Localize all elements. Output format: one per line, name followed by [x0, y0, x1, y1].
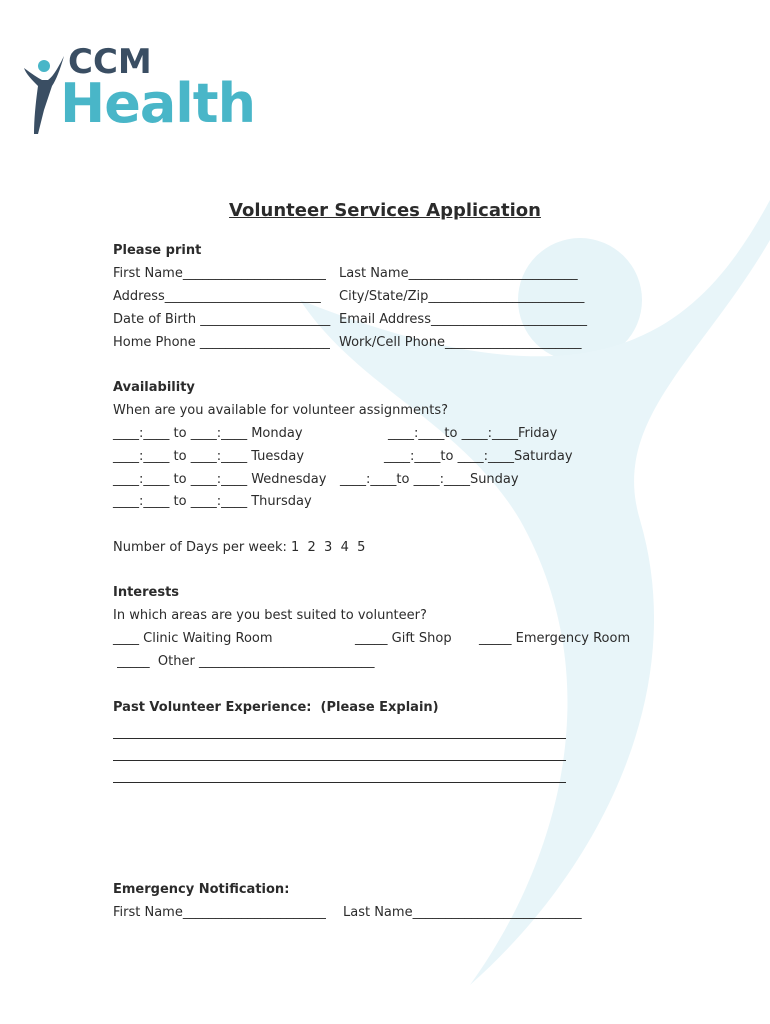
emergency-last-name-field[interactable]: Last Name__________________________	[343, 905, 582, 920]
work-cell-phone-field[interactable]: Work/Cell Phone_____________________	[339, 335, 582, 350]
emergency-first-name-field[interactable]: First Name______________________	[113, 905, 326, 920]
saturday-hours-field[interactable]: ____:____to ____:____Saturday	[384, 449, 573, 464]
past-experience-line-1[interactable]	[113, 738, 566, 739]
logo-health-text: Health	[60, 72, 256, 135]
clinic-waiting-room-option[interactable]: ____ Clinic Waiting Room	[113, 631, 273, 646]
emergency-room-option[interactable]: _____ Emergency Room	[479, 631, 631, 646]
days-per-week-field[interactable]: Number of Days per week: 1 2 3 4 5	[113, 540, 366, 555]
interests-question: In which areas are you best suited to volunteer?	[113, 608, 427, 623]
wednesday-hours-field[interactable]: ____:____ to ____:____ Wednesday	[113, 472, 327, 487]
first-name-field[interactable]: First Name______________________	[113, 266, 326, 281]
sunday-hours-field[interactable]: ____:____to ____:____Sunday	[340, 472, 519, 487]
availability-heading: Availability	[113, 380, 195, 395]
interests-heading: Interests	[113, 585, 180, 600]
emergency-notification-heading: Emergency Notification:	[113, 882, 290, 897]
other-interest-field[interactable]: _____ Other ___________________________	[113, 654, 375, 669]
home-phone-field[interactable]: Home Phone ____________________	[113, 335, 330, 350]
tuesday-hours-field[interactable]: ____:____ to ____:____ Tuesday	[113, 449, 305, 464]
city-state-zip-field[interactable]: City/State/Zip________________________	[339, 289, 585, 304]
email-address-field[interactable]: Email Address________________________	[339, 312, 587, 327]
past-experience-heading: Past Volunteer Experience: (Please Explain)	[113, 700, 439, 715]
past-experience-line-2[interactable]	[113, 760, 566, 761]
thursday-hours-field[interactable]: ____:____ to ____:____ Thursday	[113, 494, 312, 509]
logo-ccm-text: CCM	[68, 42, 152, 82]
friday-hours-field[interactable]: ____:____to ____:____Friday	[388, 426, 558, 441]
date-of-birth-field[interactable]: Date of Birth ____________________	[113, 312, 331, 327]
monday-hours-field[interactable]: ____:____ to ____:____ Monday	[113, 426, 303, 441]
please-print-label: Please print	[113, 243, 202, 258]
address-field[interactable]: Address________________________	[113, 289, 321, 304]
gift-shop-option[interactable]: _____ Gift Shop	[355, 631, 452, 646]
availability-question: When are you available for volunteer assignments?	[113, 403, 449, 418]
past-experience-line-3[interactable]	[113, 782, 566, 783]
page-title: Volunteer Services Application	[229, 200, 541, 221]
last-name-field[interactable]: Last Name__________________________	[339, 266, 578, 281]
